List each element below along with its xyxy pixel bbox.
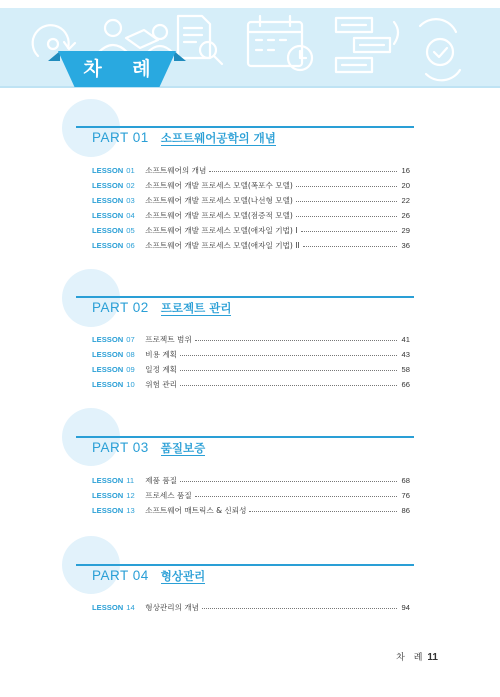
page-number: 68 — [401, 475, 410, 485]
lesson-title: 소프트웨어의 개념 — [145, 165, 207, 175]
lesson-number: 12 — [126, 490, 135, 500]
lesson-number: 02 — [126, 180, 135, 190]
dot-leader — [303, 246, 397, 247]
page-number: 29 — [401, 225, 410, 235]
lesson-number: 04 — [126, 210, 135, 220]
toc-entry[interactable] — [92, 473, 410, 487]
lesson-prefix: LESSON — [92, 195, 124, 205]
lesson-title: 제품 품질 — [145, 475, 177, 485]
lesson-number: 14 — [126, 602, 135, 612]
part-heading — [92, 440, 205, 456]
lesson-prefix: LESSON — [92, 475, 124, 485]
dot-leader — [249, 511, 397, 512]
part-label: PART 03 — [92, 440, 149, 455]
page-number: 86 — [401, 505, 410, 515]
part-title: 프로젝트 관리 — [160, 301, 232, 315]
page-number: 20 — [401, 180, 410, 190]
lesson-title: 소프트웨어 개발 프로세스 모델(폭포수 모델) — [145, 180, 293, 190]
page-number: 58 — [401, 364, 410, 374]
footer-page-number: 11 — [427, 652, 438, 663]
dot-leader — [180, 370, 397, 371]
lesson-prefix: LESSON — [92, 379, 124, 389]
lesson-title: 형상관리의 개념 — [145, 602, 199, 612]
lesson-title: 프로젝트 범위 — [145, 334, 192, 344]
lesson-title: 비용 계획 — [145, 349, 177, 359]
flow-list-icon — [336, 18, 398, 72]
page-number: 43 — [401, 349, 410, 359]
toc-entry[interactable] — [92, 362, 410, 376]
page-number: 36 — [401, 240, 410, 250]
document-search-icon — [178, 16, 222, 64]
lesson-number: 09 — [126, 364, 135, 374]
lesson-prefix: LESSON — [92, 364, 124, 374]
dot-leader — [195, 340, 397, 341]
dot-leader — [202, 608, 397, 609]
part-divider — [76, 564, 414, 566]
toc-entry[interactable] — [92, 238, 410, 252]
calendar-clock-icon — [248, 16, 312, 70]
lesson-number: 03 — [126, 195, 135, 205]
dot-leader — [195, 496, 397, 497]
part-decoration-circle — [62, 99, 120, 157]
page-number: 76 — [401, 490, 410, 500]
part-title: 형상관리 — [160, 569, 206, 583]
lesson-prefix: LESSON — [92, 505, 124, 515]
lesson-number: 05 — [126, 225, 135, 235]
page-number: 26 — [401, 210, 410, 220]
lesson-prefix: LESSON — [92, 165, 124, 175]
lesson-title: 소프트웨어 개발 프로세스 모델(애자일 기법) I — [145, 225, 298, 235]
lesson-title: 소프트웨어 개발 프로세스 모델(점증적 모델) — [145, 210, 293, 220]
page-number: 41 — [401, 334, 410, 344]
toc-entry[interactable] — [92, 503, 410, 517]
dot-leader — [301, 231, 397, 232]
lesson-title: 소프트웨어 개발 프로세스 모델(애자일 기법) II — [145, 240, 300, 250]
toc-entry[interactable] — [92, 488, 410, 502]
lesson-number: 10 — [126, 379, 135, 389]
lesson-number: 06 — [126, 240, 135, 250]
lesson-prefix: LESSON — [92, 334, 124, 344]
page-header — [0, 0, 500, 88]
page-number: 94 — [401, 602, 410, 612]
lesson-title: 위험 관리 — [145, 379, 177, 389]
lesson-prefix: LESSON — [92, 240, 124, 250]
lesson-number: 07 — [126, 334, 135, 344]
part-label: PART 02 — [92, 300, 149, 315]
dot-leader — [296, 216, 397, 217]
part-title: 소프트웨어공학의 개념 — [160, 131, 276, 145]
dot-leader — [296, 201, 397, 202]
dot-leader — [180, 385, 397, 386]
toc-entry[interactable] — [92, 347, 410, 361]
toc-entry[interactable] — [92, 208, 410, 222]
part-heading — [92, 568, 205, 584]
lesson-number: 08 — [126, 349, 135, 359]
lesson-prefix: LESSON — [92, 225, 124, 235]
footer-label: 차 례 — [396, 653, 426, 663]
lesson-prefix: LESSON — [92, 180, 124, 190]
page-number: 66 — [401, 379, 410, 389]
part-label: PART 01 — [92, 130, 149, 145]
toc-entry[interactable] — [92, 193, 410, 207]
lesson-title: 일정 계획 — [145, 364, 177, 374]
part-title: 품질보증 — [160, 441, 206, 455]
lesson-number: 11 — [126, 475, 135, 485]
page-footer — [396, 650, 438, 663]
part-label: PART 04 — [92, 568, 149, 583]
people-laptop-icon — [98, 20, 173, 53]
dot-leader — [180, 355, 397, 356]
lesson-prefix: LESSON — [92, 210, 124, 220]
part-divider — [76, 126, 414, 128]
dot-leader — [296, 186, 397, 187]
part-divider — [76, 436, 414, 438]
toc-entry[interactable] — [92, 332, 410, 346]
lesson-title: 프로세스 품질 — [145, 490, 192, 500]
toc-entry[interactable] — [92, 223, 410, 237]
page-number: 16 — [401, 165, 410, 175]
dot-leader — [209, 171, 397, 172]
lesson-title: 소프트웨어 개발 프로세스 모델(나선형 모델) — [145, 195, 293, 205]
lesson-title: 소프트웨어 매트릭스 & 신뢰성 — [145, 505, 247, 515]
toc-entry[interactable] — [92, 600, 410, 614]
toc-entry[interactable] — [92, 178, 410, 192]
page-number: 22 — [401, 195, 410, 205]
lesson-prefix: LESSON — [92, 490, 124, 500]
dot-leader — [180, 481, 397, 482]
part-divider — [76, 296, 414, 298]
toc-entry[interactable] — [92, 163, 410, 177]
lesson-prefix: LESSON — [92, 602, 124, 612]
lesson-prefix: LESSON — [92, 349, 124, 359]
part-heading — [92, 300, 231, 316]
lesson-number: 13 — [126, 505, 135, 515]
part-decoration-circle — [62, 269, 120, 327]
lesson-number: 01 — [126, 165, 135, 175]
checkmark-cycle-icon — [420, 19, 460, 80]
toc-entry[interactable] — [92, 377, 410, 391]
page-title: 차 례 — [83, 58, 163, 80]
part-heading — [92, 130, 276, 146]
